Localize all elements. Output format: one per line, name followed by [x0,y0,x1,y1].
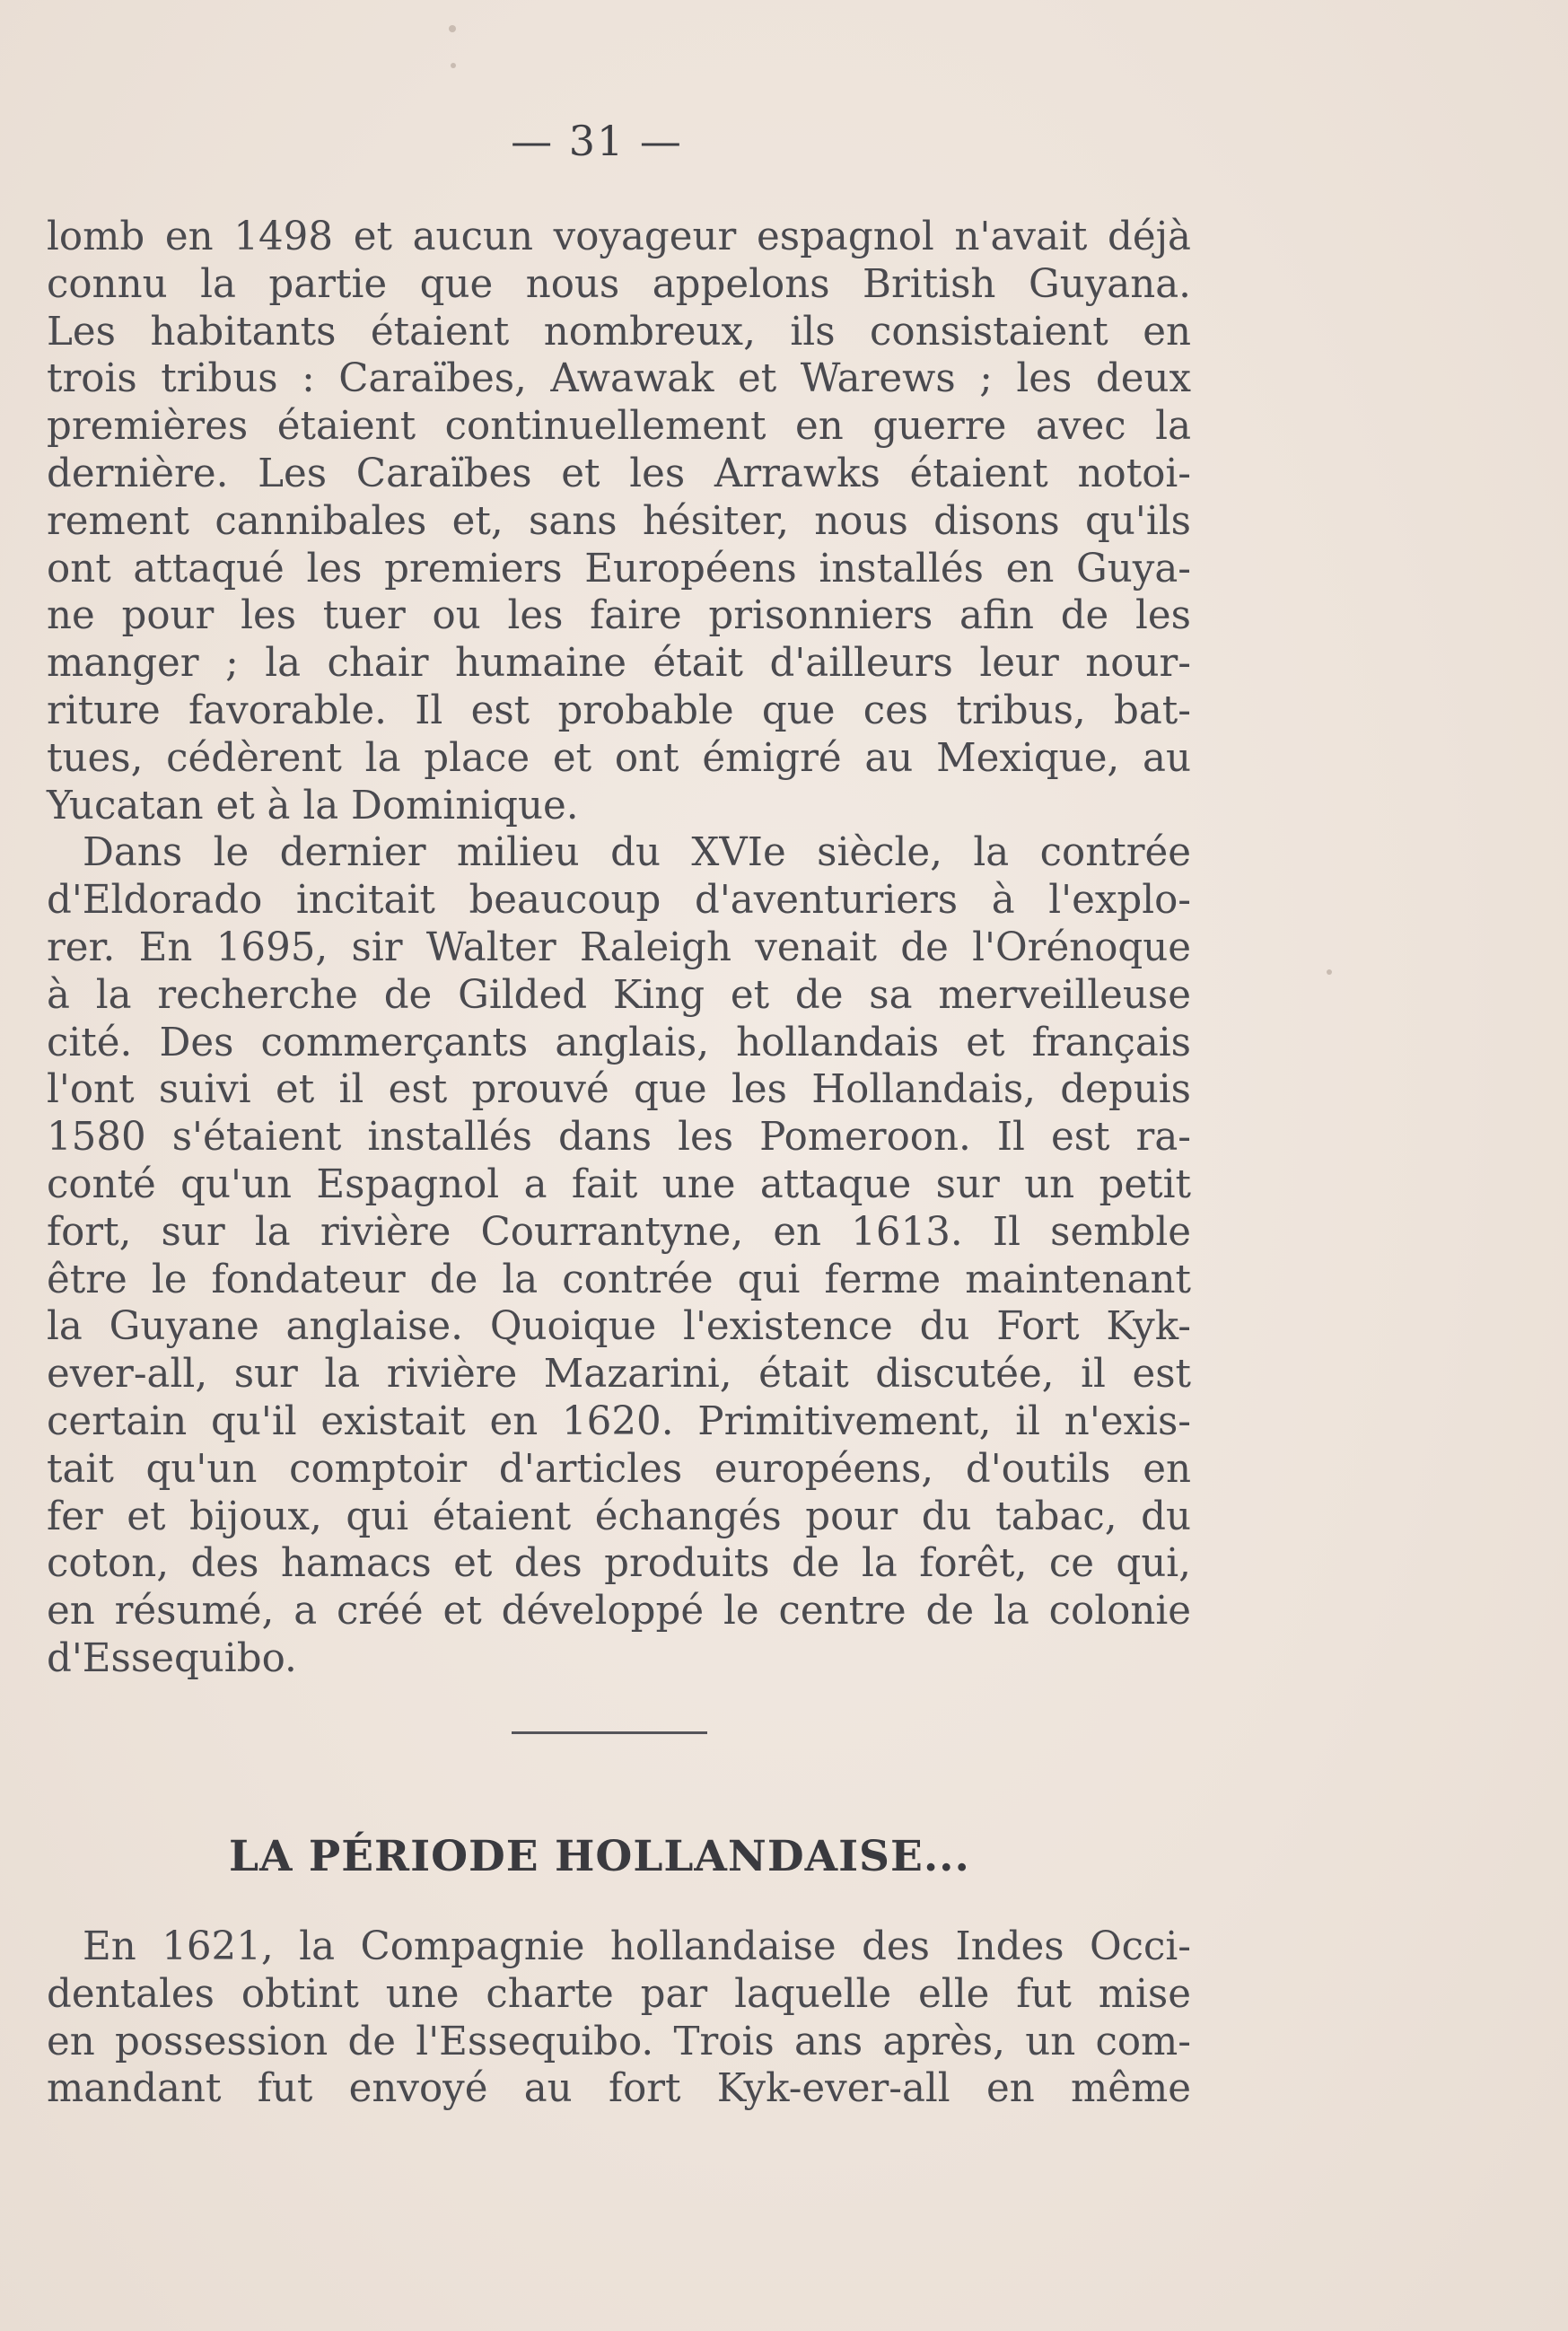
text-line: être le fondateur de la contrée qui ferme maintenant [47,1257,1191,1302]
text-line: mandant fut envoyé au fort Kyk-ever-all en même [47,2066,1191,2112]
text-line: 1580 s'étaient installés dans les Pomeroon. Il est ra- [47,1115,1191,1161]
text-line: ne pour les tuer ou les faire prisonniers afin de les [47,593,1191,639]
text-line: fort, sur la rivière Courrantyne, en 1613. Il semble [47,1209,1191,1255]
text-line: cité. Des commerçants anglais, hollandais et français [47,1020,1191,1065]
text-line: certain qu'il existait en 1620. Primitivement, il n'exis- [47,1398,1191,1444]
text-line: Dans le dernier milieu du XVIe siècle, la contrée [83,830,1191,876]
text-line: en possession de l'Essequibo. Trois ans après, un com- [47,2019,1191,2064]
text-line: ever-all, sur la rivière Mazarini, était discutée, il est [47,1352,1191,1398]
text-line: premières étaient continuellement en guerre avec la [47,404,1191,450]
text-line: Yucatan et à la Dominique. [47,783,579,828]
body-text [47,214,1191,1683]
text-line: rer. En 1695, sir Walter Raleigh venait de l'Orénoque [47,925,1191,970]
text-line: manger ; la chair humaine était d'ailleurs leur nour- [47,641,1191,687]
page-number: — 31 — [511,117,683,165]
text-line: En 1621, la Compagnie hollandaise des Indes Occi- [83,1924,1191,1969]
text-line: tait qu'un comptoir d'articles européens, d'outils en [47,1446,1191,1492]
section-divider [512,1731,707,1734]
text-line: riture favorable. Il est probable que ces tribus, bat- [47,688,1191,733]
text-line: conté qu'un Espagnol a fait une attaque sur un petit [47,1161,1191,1207]
text-line: l'ont suivi et il est prouvé que les Hollandais, depuis [47,1067,1191,1113]
text-line: la Guyane anglaise. Quoique l'existence du Fort Kyk- [47,1304,1191,1350]
paper-speck [451,63,456,68]
text-line: ont attaqué les premiers Européens installés en Guya- [47,546,1191,592]
text-line: à la recherche de Gilded King et de sa merveilleuse [47,972,1191,1018]
text-line: d'Essequibo. [47,1635,297,1681]
paper-speck [1327,969,1332,975]
text-line: en résumé, a créé et développé le centre de la colonie [47,1589,1191,1634]
text-line: Les habitants étaient nombreux, ils consistaient en [47,309,1191,355]
text-line: fer et bijoux, qui étaient échangés pour du tabac, du [47,1494,1191,1539]
text-line: trois tribus : Caraïbes, Awawak et Warews ; les deux [47,356,1191,402]
text-line: lomb en 1498 et aucun voyageur espagnol n'avait déjà [47,215,1191,259]
text-line: d'Eldorado incitait beaucoup d'aventuriers à l'explo- [47,878,1191,924]
text-line: rement cannibales et, sans hésiter, nous disons qu'ils [47,498,1191,544]
section-heading: LA PÉRIODE HOLLANDAISE... [229,1832,970,1881]
text-line: coton, des hamacs et des produits de la forêt, ce qui, [47,1541,1191,1587]
paper-speck [449,25,456,32]
text-line: dentales obtint une charte par laquelle elle fut mise [47,1971,1191,2017]
text-line: tues, cédèrent la place et ont émigré au Mexique, au [47,735,1191,781]
text-line: connu la partie que nous appelons British Guyana. [47,261,1191,307]
text-line: dernière. Les Caraïbes et les Arrawks étaient notoi- [47,451,1191,496]
body-text [47,1924,1191,2113]
